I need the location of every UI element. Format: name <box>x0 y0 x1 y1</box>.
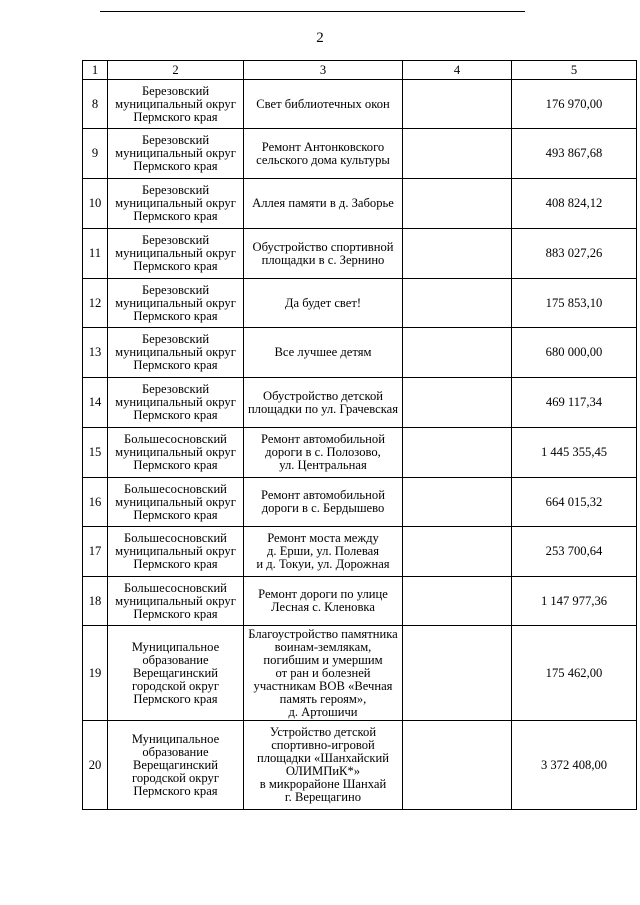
amount-cell: 175 462,00 <box>512 626 637 721</box>
municipality-cell: Березовский муниципальный округ Пермского края <box>108 129 244 179</box>
empty-cell <box>403 279 512 328</box>
header-col-4: 4 <box>403 61 512 80</box>
project-cell: Устройство детской спортивно-игровой площадки «Шанхайский ОЛИМПиК*» в микрорайоне Шанхай г. Верещагино <box>244 721 403 810</box>
amount-cell: 883 027,26 <box>512 229 637 279</box>
empty-cell <box>403 428 512 478</box>
grants-table <box>82 60 637 810</box>
table-row <box>83 428 637 478</box>
project-cell: Все лучшее детям <box>244 328 403 378</box>
row-number: 13 <box>83 328 108 378</box>
row-number: 17 <box>83 527 108 577</box>
table-row <box>83 378 637 428</box>
amount-cell: 408 824,12 <box>512 179 637 229</box>
municipality-cell: Березовский муниципальный округ Пермского края <box>108 378 244 428</box>
empty-cell <box>403 328 512 378</box>
row-number: 16 <box>83 478 108 527</box>
municipality-cell: Березовский муниципальный округ Пермского края <box>108 328 244 378</box>
amount-cell: 253 700,64 <box>512 527 637 577</box>
empty-cell <box>403 721 512 810</box>
empty-cell <box>403 577 512 626</box>
table-row <box>83 721 637 810</box>
project-cell: Ремонт Антонковского сельского дома культуры <box>244 129 403 179</box>
empty-cell <box>403 378 512 428</box>
municipality-cell: Березовский муниципальный округ Пермского края <box>108 279 244 328</box>
project-cell: Ремонт дороги по улице Лесная с. Кленовка <box>244 577 403 626</box>
header-col-1: 1 <box>83 61 108 80</box>
project-cell: Свет библиотечных окон <box>244 80 403 129</box>
municipality-cell: Березовский муниципальный округ Пермского края <box>108 80 244 129</box>
table-row <box>83 527 637 577</box>
amount-cell: 680 000,00 <box>512 328 637 378</box>
amount-cell: 493 867,68 <box>512 129 637 179</box>
project-cell: Аллея памяти в д. Заборье <box>244 179 403 229</box>
row-number: 8 <box>83 80 108 129</box>
row-number: 20 <box>83 721 108 810</box>
project-cell: Ремонт автомобильной дороги в с. Бердышево <box>244 478 403 527</box>
row-number: 12 <box>83 279 108 328</box>
top-rule <box>100 11 525 12</box>
municipality-cell: Большесосновский муниципальный округ Пермского края <box>108 428 244 478</box>
empty-cell <box>403 129 512 179</box>
page-number: 2 <box>316 30 324 46</box>
table-row <box>83 328 637 378</box>
row-number: 10 <box>83 179 108 229</box>
row-number: 18 <box>83 577 108 626</box>
amount-cell: 3 372 408,00 <box>512 721 637 810</box>
municipality-cell: Березовский муниципальный округ Пермского края <box>108 179 244 229</box>
amount-cell: 1 147 977,36 <box>512 577 637 626</box>
header-col-3: 3 <box>244 61 403 80</box>
municipality-cell: Большесосновский муниципальный округ Пермского края <box>108 577 244 626</box>
municipality-cell: Большесосновский муниципальный округ Пермского края <box>108 478 244 527</box>
amount-cell: 469 117,34 <box>512 378 637 428</box>
table-row <box>83 626 637 721</box>
table-row <box>83 179 637 229</box>
table-row <box>83 80 637 129</box>
table-row <box>83 478 637 527</box>
project-cell: Обустройство спортивной площадки в с. Зернино <box>244 229 403 279</box>
project-cell: Да будет свет! <box>244 279 403 328</box>
empty-cell <box>403 179 512 229</box>
row-number: 19 <box>83 626 108 721</box>
project-cell: Ремонт моста между д. Ерши, ул. Полевая и д. Токуи, ул. Дорожная <box>244 527 403 577</box>
row-number: 14 <box>83 378 108 428</box>
table-row <box>83 129 637 179</box>
amount-cell: 176 970,00 <box>512 80 637 129</box>
amount-cell: 664 015,32 <box>512 478 637 527</box>
municipality-cell: Большесосновский муниципальный округ Пермского края <box>108 527 244 577</box>
municipality-cell: Муниципальное образование Верещагинский городской округ Пермского края <box>108 626 244 721</box>
empty-cell <box>403 229 512 279</box>
empty-cell <box>403 478 512 527</box>
table-row <box>83 279 637 328</box>
row-number: 15 <box>83 428 108 478</box>
table-row <box>83 229 637 279</box>
project-cell: Благоустройство памятника воинам-землякам, погибшим и умершим от ран и болезней участникам ВОВ «Вечная память героям», д. Артошичи <box>244 626 403 721</box>
header-col-2: 2 <box>108 61 244 80</box>
empty-cell <box>403 80 512 129</box>
project-cell: Ремонт автомобильной дороги в с. Полозово, ул. Центральная <box>244 428 403 478</box>
table-header-row <box>83 61 637 80</box>
amount-cell: 1 445 355,45 <box>512 428 637 478</box>
empty-cell <box>403 626 512 721</box>
empty-cell <box>403 527 512 577</box>
table-row <box>83 577 637 626</box>
project-cell: Обустройство детской площадки по ул. Грачевская <box>244 378 403 428</box>
amount-cell: 175 853,10 <box>512 279 637 328</box>
row-number: 9 <box>83 129 108 179</box>
row-number: 11 <box>83 229 108 279</box>
municipality-cell: Березовский муниципальный округ Пермского края <box>108 229 244 279</box>
header-col-5: 5 <box>512 61 637 80</box>
municipality-cell: Муниципальное образование Верещагинский городской округ Пермского края <box>108 721 244 810</box>
